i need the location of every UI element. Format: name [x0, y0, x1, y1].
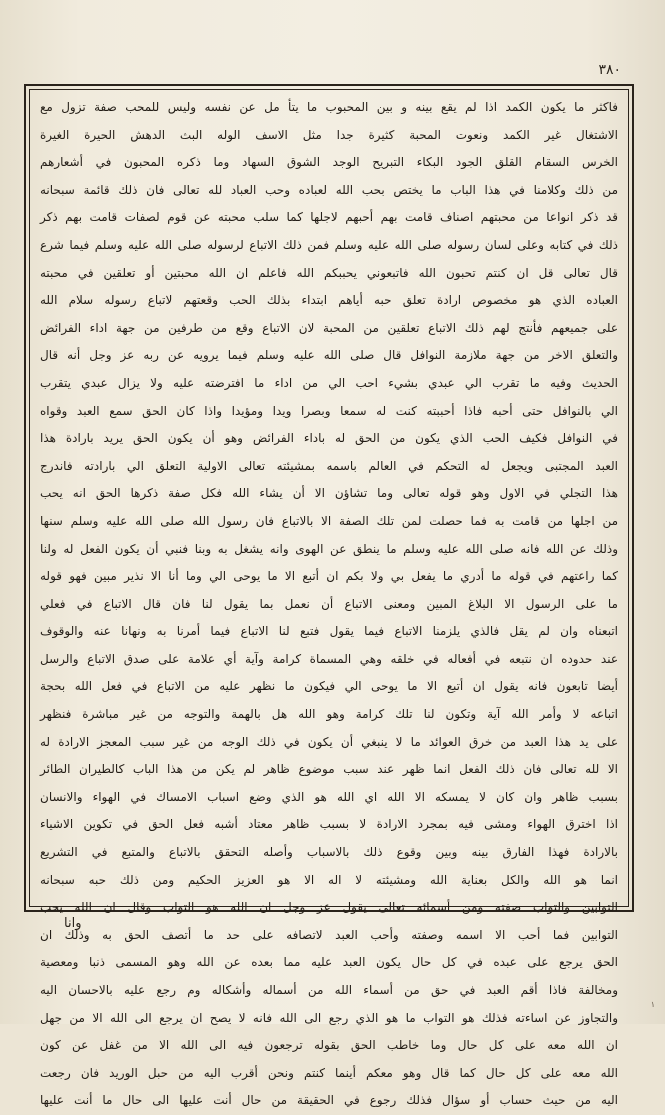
- text-line: ما على الرسول الا البلاغ المبين ومعنى الاتباع أن نعمل بما يقول لنا فان قال الاتباع في فعلي: [40, 596, 618, 611]
- text-line: والتعلق الاخر من جهة ملازمة النوافل قال صلى الله عليه وسلم فيما يرويه عن ربه عز وجل أنه قال: [40, 348, 618, 363]
- text-line: ذلك في كتابه وعلى لسان رسوله صلى الله عليه وسلم فمن ذلك الاتباع لرسوله صلى الله عليه وسلم فيما شرع: [40, 237, 618, 252]
- text-line: أيضا تابعون فانه يقول ان أتبع الا ما يوحى الي فيكون ما نظهر عليه من الاتباع في فعل الله بحجة: [40, 679, 618, 694]
- text-line: ومخالفة فاذا أقم العبد في حق من أسماء الله من أسماله وأشكاله وم رجع عليه بالاحسان اليه: [40, 983, 618, 997]
- text-line: الحديث وفيه ما تقرب الي عبدي بشيء احب الي من اداء ما افترضته عليه ولا يزال عبدي يتقرب: [40, 375, 618, 390]
- text-line: الاشتغال غير الكمد ونعوت المحبة كثيرة جدا مثل الاسف الوله البث الدهش الحيرة الغيرة: [40, 127, 618, 142]
- text-line: الحق يرجع على عبده في كل حال يكون العبد عليه مما بعده عن الله وهو المسمى ذنبا ومعصية: [40, 955, 618, 970]
- text-line: فاكثر ما يكون الكمد اذا لم يقع بينه و بين المحبوب ما يتأ مل عن نفسه وليس للمحب صفة تزول مع: [40, 100, 618, 114]
- text-line: العبد المجتبى ويجعل له التحكم في العالم باسمه بمشيئته تعالى الاولية التعلق الي بارادته فاندرج: [40, 458, 618, 473]
- margin-mark: ١: [650, 1000, 655, 1009]
- text-line: انما هو الله والكل بعناية الله ومشيئته لا اله الا هو العزيز الحكيم ومن ذلك حبه سبحانه: [40, 872, 618, 887]
- text-line: وذلك عن الله فانه صلى الله عليه وسلم ما ينطق عن الهوى وانه يشغل به وبنا فنبي أن يكون الفعل له ولنا: [40, 541, 618, 556]
- text-line: بالارادة فهذا الفارق بينه وبين وقوع ذلك بالاسباب وأصله التحقق بالاتباع والمتبع في التشريع: [40, 845, 618, 860]
- text-line: التوابين والتواب صفته ومن أسمائه تعالى يقول عز وجل ان الله هو التواب وقال ان الله يحب: [40, 900, 618, 915]
- text-line: الله معه على كل حال كما قال وهو معكم أينما كنتم ونحن أقرب اليه من حبل الوريد فان رجعت: [40, 1065, 618, 1080]
- page-number: ٣٨٠: [598, 62, 621, 78]
- text-line: التوابين فما أحب الا اسمه وصفته وأحب العبد لاتصافه على حد ما أتصف الحق به وذلك ان: [40, 927, 618, 942]
- text-line: عند حدوده ان نتبعه في أفعاله في خلقه وهي المسماة كرامة وآية أي علامة على صدق الاتباع والرسل: [40, 651, 618, 666]
- text-line: من ذلك وكلامنا في هذا الباب ما يختص بحب الله لعباده وحب العباد لله تعالى فان ذلك قائمة سبحانه: [40, 182, 618, 197]
- text-line: هذا التجلي في الاول وهو قوله تعالى وما تشاؤن الا أن يشاء الله فكل صفة ذكرها الحق انه يحب: [40, 486, 618, 501]
- text-line: قال تعالى قل ان كنتم تحبون الله فاتبعوني يحببكم الله فاعلم ان الله محبتين أو تعلقين في محبته: [40, 265, 618, 280]
- text-line: من اجلها من قامت به فما حصلت لمن تلك الصفة الا بالاتباع فان رسول الله صلى الله عليه وسلم سنها: [40, 513, 618, 528]
- text-line: العباده الذي هو مخصوص ارادة تعلق حبه أياهم ابتداء بذلك الحب وقعتهم لاتباع رسوله سلام الله: [40, 293, 618, 308]
- text-line: الخرس السقام القلق الجود البكاء التبريح الوجد الشوق السهاد وما ذكره المحبون في أشعارهم: [40, 155, 618, 170]
- text-line: في النوافل فكيف الحب الذي يكون من الحق له باداء الفرائض وهو أن يكون الحق يريد بارادة هذا: [40, 431, 618, 446]
- text-line: اتبعناه وان لم يقل فالذي يلزمنا الاتباع فيما يقول فتبع لنا الاتباع فيما أمرنا به ونهانا عنه والوقوف: [40, 624, 618, 639]
- text-line: كما راعتهم في قوله ما أدري ما يفعل بي ولا بكم ان أتبع الا ما يوحى الي وما أنا الا نذير مبين فهو قوله: [40, 569, 618, 584]
- text-line: والتجاوز عن اساءته فذلك هو التواب ما هو الذي رجع الى الله فانه لا يصح ان يرجع الى الله الا من جهل: [40, 1010, 618, 1025]
- text-line: الا لله تعالى فان ذلك الفعل انما ظهر عند سبب موضوع ظاهر لم يكن من هذا الباب كالطيران الطائر: [40, 762, 618, 777]
- catchword: وانا: [64, 916, 82, 931]
- text-line: على يد هذا العبد من خرق العوائد ما لا ينبغي أن يكون في ذلك الوجه من غير سبب المعجز الارادة له: [40, 734, 618, 749]
- text-line: قد ذكر انواعا من محبتهم اصناف قامت بهم أحبهم لاجلها كما سلب محبته عن قوم لصفات قامت بهم ذكر: [40, 210, 618, 225]
- text-line: بسبب ظاهر وان كان لا يمسكه الا الله اي الله هو الذي وضع اسباب الامساك في الهواء والانسان: [40, 789, 618, 804]
- text-line: اتباعه لا وأمر الله آية وتكون لنا تلك كرامة وهو الله هل بالهمة والتوجه من غير مباشرة فنظهر: [40, 707, 618, 722]
- text-line: الي بالنوافل حتى أحبه فاذا أحببته كنت له سمعا وبصرا ويدا ومؤيدا واذا كان الحق سمع العبد وقواه: [40, 403, 618, 418]
- text-line: اليه من حيث حساب أو سؤال فذلك رجوع في الحقيقة من حال أنت عليها الى حال ما أنت عليها: [40, 1093, 618, 1108]
- text-line: على جميعهم فأنتج لهم ذلك الاتباع تعلقين من المحبة لان الاتباع وقع من طرفين من جهة اداء الفرائض: [40, 320, 618, 335]
- text-line: ان الله معه على كل حال وما خاطب الحق بقوله ترجعون فيه الى الله الا من غفل عن كون: [40, 1038, 618, 1053]
- text-line: اذا اخترق الهواء ومشى فيه بمجرد الارادة لا بسبب ظاهر معتاد أشبه فعل الحق في تكوين الاشياء: [40, 817, 618, 832]
